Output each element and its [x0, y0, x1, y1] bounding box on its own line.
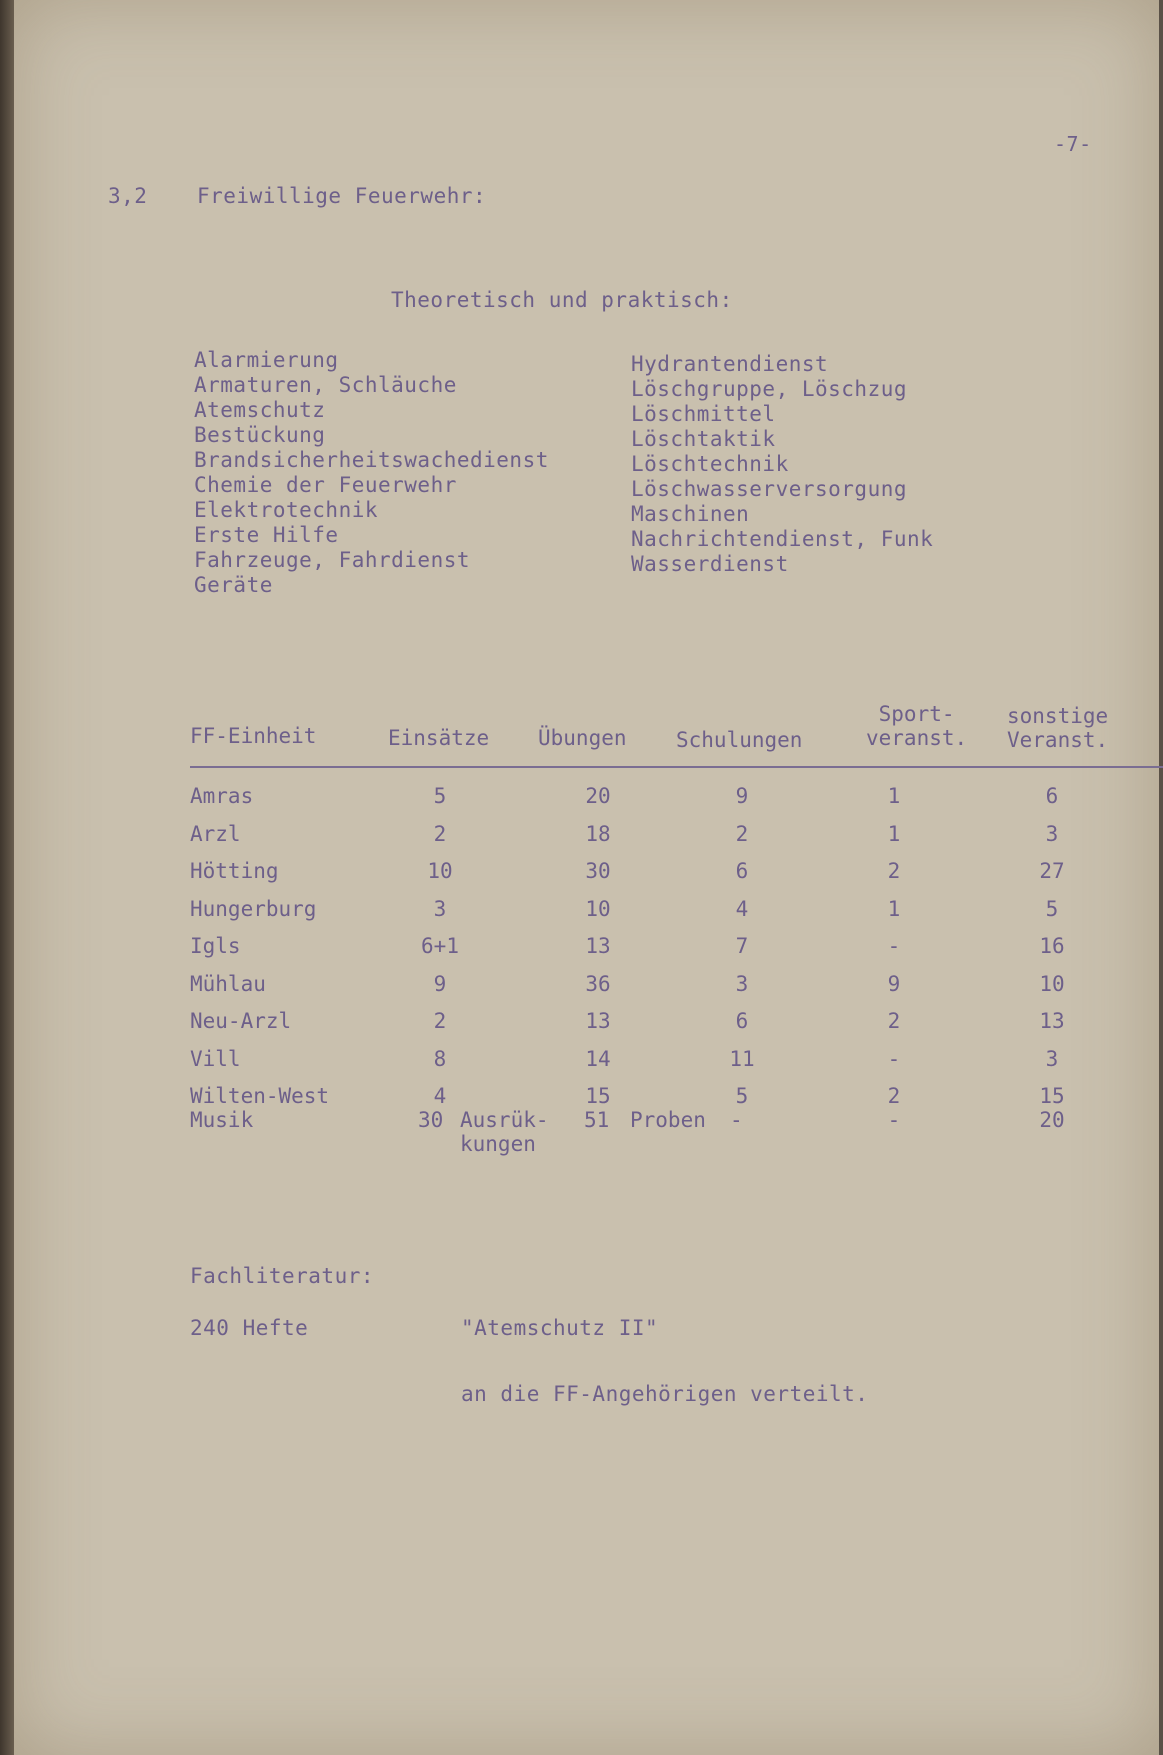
cell-einsaetze-note — [460, 1108, 549, 1156]
cell-einsaetze: 10 — [427, 859, 453, 883]
topic-item: Elektrotechnik — [194, 498, 379, 522]
topics-right-column — [631, 352, 933, 577]
cell-sport: 9 — [887, 971, 901, 996]
header-sonstige — [1007, 704, 1108, 752]
table-row — [190, 859, 1163, 893]
cell-sport: 2 — [887, 859, 901, 883]
cell-unit: Hungerburg — [190, 896, 317, 921]
topic-item: Löschtechnik — [631, 452, 789, 476]
table-row — [190, 822, 1163, 856]
cell-sport: 1 — [887, 784, 901, 808]
topic-item: Nachrichtendienst, Funk — [631, 527, 934, 551]
cell-uebungen: 14 — [585, 1046, 611, 1071]
cell-sport: - — [887, 934, 901, 958]
cell-sonst: 5 — [1045, 896, 1059, 921]
cell-sport: 2 — [887, 1009, 901, 1033]
cell-sonst: 27 — [1039, 859, 1065, 883]
cell-schulungen: 5 — [735, 1084, 749, 1108]
cell-schulungen: 6 — [735, 1009, 749, 1033]
cell-einsaetze: 2 — [433, 821, 447, 846]
cell-sport: 1 — [887, 821, 901, 846]
cell-uebungen: 18 — [585, 821, 611, 846]
cell-sonst: 20 — [1039, 1108, 1065, 1132]
cell-einsaetze: 9 — [433, 971, 447, 996]
cell-sonst: 16 — [1039, 934, 1065, 958]
cell-uebungen: 10 — [585, 896, 611, 921]
header-rule — [190, 766, 1163, 768]
topic-item: Atemschutz — [194, 398, 326, 422]
cell-sport: 2 — [887, 1084, 901, 1108]
subtitle: Theoretisch und praktisch: — [391, 288, 733, 312]
cell-uebungen: 13 — [585, 934, 611, 958]
cell-einsaetze: 6+1 — [421, 934, 459, 958]
cell-sonst: 13 — [1039, 1009, 1065, 1033]
page-number: -7- — [1054, 132, 1092, 156]
cell-schulungen: 6 — [735, 859, 749, 883]
cell-uebungen: 36 — [585, 971, 611, 996]
topic-item: Armaturen, Schläuche — [194, 373, 457, 397]
cell-schulungen: - — [730, 1108, 743, 1132]
topic-item: Geräte — [194, 573, 273, 597]
topic-item: Löschgruppe, Löschzug — [631, 377, 908, 401]
table-row — [190, 1047, 1163, 1081]
cell-einsaetze: 8 — [433, 1046, 447, 1071]
cell-schulungen: 11 — [729, 1046, 755, 1071]
cell-schulungen: 7 — [735, 934, 749, 958]
cell-sonst: 3 — [1045, 1046, 1059, 1071]
topic-item: Löschwasserversorgung — [631, 477, 908, 501]
cell-schulungen: 2 — [735, 821, 749, 846]
cell-sport: - — [887, 1046, 901, 1071]
header-sport-line2: veranst. — [866, 726, 968, 750]
cell-uebungen: 51 — [584, 1108, 610, 1132]
cell-uebungen: 15 — [585, 1084, 611, 1108]
note-line1: Ausrük- — [460, 1108, 549, 1132]
header-unit: FF-Einheit — [190, 724, 317, 748]
book-binding — [0, 0, 14, 1755]
table-row — [190, 784, 1163, 818]
cell-einsaetze: 5 — [433, 784, 447, 808]
cell-sonst: 6 — [1045, 784, 1059, 808]
topic-item: Brandsicherheitswachedienst — [194, 448, 549, 472]
header-uebungen: Übungen — [538, 726, 627, 750]
cell-schulungen: 3 — [735, 971, 749, 996]
topic-item: Wasserdienst — [631, 552, 789, 576]
cell-sonst: 10 — [1039, 971, 1065, 996]
topic-item: Maschinen — [631, 502, 750, 526]
cell-unit: Amras — [190, 784, 254, 808]
header-sport-line1: Sport- — [878, 702, 955, 726]
cell-uebungen: 13 — [585, 1009, 611, 1033]
fachliteratur-title: "Atemschutz II" — [461, 1316, 659, 1340]
fachliteratur-heading: Fachliteratur: — [190, 1264, 375, 1288]
table-row — [190, 934, 1163, 968]
section-number: 3,2 — [108, 184, 148, 208]
table-row — [190, 1009, 1163, 1043]
cell-einsaetze: 3 — [433, 896, 447, 921]
cell-einsaetze: 4 — [433, 1084, 447, 1108]
cell-sport: - — [887, 1108, 901, 1132]
header-sportveranst — [866, 702, 967, 750]
topic-item: Bestückung — [194, 423, 326, 447]
cell-unit: Wilten-West — [190, 1084, 330, 1108]
cell-unit: Vill — [190, 1046, 241, 1071]
fachliteratur-note: an die FF-Angehörigen verteilt. — [461, 1382, 869, 1406]
header-schulungen: Schulungen — [676, 728, 803, 752]
cell-unit: Neu-Arzl — [190, 1009, 292, 1033]
cell-einsaetze: 30 — [418, 1108, 444, 1132]
section-title: Freiwillige Feuerwehr: — [197, 184, 487, 208]
cell-einsaetze: 2 — [433, 1009, 447, 1033]
fachliteratur-count: 240 Hefte — [190, 1316, 309, 1340]
topic-item: Alarmierung — [194, 348, 339, 372]
document-page — [14, 0, 1159, 1755]
cell-unit: Musik — [190, 1108, 254, 1132]
cell-uebungen-note: Proben — [630, 1108, 706, 1132]
header-sonst-line2: Veranst. — [1007, 728, 1109, 752]
topic-item: Erste Hilfe — [194, 523, 339, 547]
cell-uebungen: 30 — [585, 859, 611, 883]
cell-unit: Igls — [190, 934, 241, 958]
cell-sonst: 3 — [1045, 821, 1059, 846]
cell-sport: 1 — [887, 896, 901, 921]
topic-item: Chemie der Feuerwehr — [194, 473, 457, 497]
note-line2: kungen — [460, 1132, 536, 1156]
cell-unit: Hötting — [190, 859, 279, 883]
cell-uebungen: 20 — [585, 784, 611, 808]
cell-unit: Mühlau — [190, 971, 266, 996]
table-row — [190, 897, 1163, 931]
topics-left-column — [194, 348, 549, 598]
header-einsaetze: Einsätze — [388, 726, 490, 750]
cell-schulungen: 4 — [735, 896, 749, 921]
cell-unit: Arzl — [190, 821, 241, 846]
table-row-musik — [190, 1108, 1163, 1168]
topic-item: Hydrantendienst — [631, 352, 829, 376]
header-sonst-line1: sonstige — [1007, 704, 1109, 728]
topic-item: Löschmittel — [631, 402, 776, 426]
cell-schulungen: 9 — [735, 784, 749, 808]
cell-sonst: 15 — [1039, 1084, 1065, 1108]
table-row — [190, 972, 1163, 1006]
topic-item: Fahrzeuge, Fahrdienst — [194, 548, 471, 572]
topic-item: Löschtaktik — [631, 427, 776, 451]
